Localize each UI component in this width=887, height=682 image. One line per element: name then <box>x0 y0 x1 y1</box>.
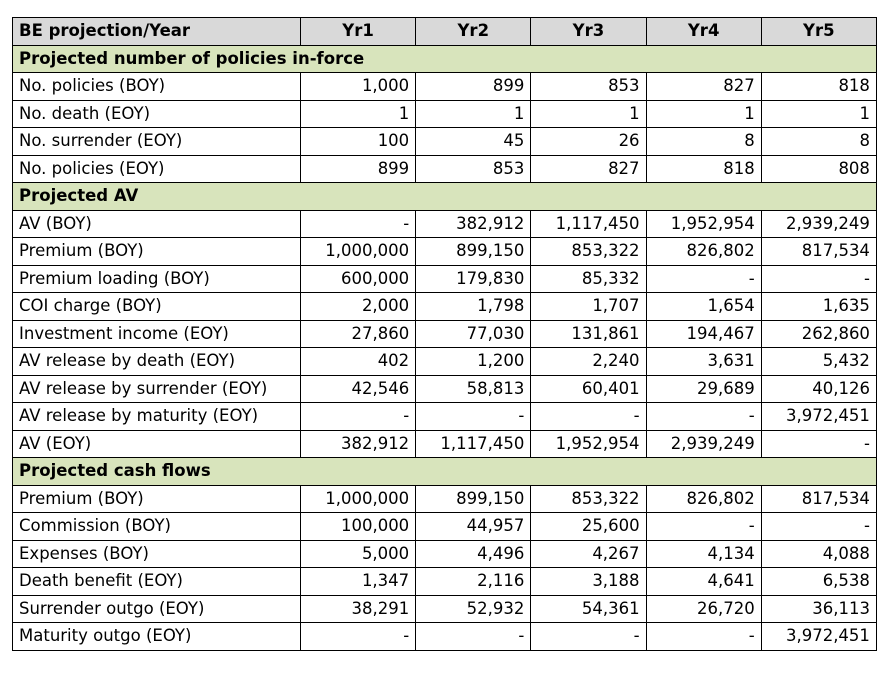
value-cell-yr2: 899 <box>416 73 531 101</box>
table-row <box>13 430 877 458</box>
table-row <box>13 595 877 623</box>
value-cell-yr3: 85,332 <box>531 265 646 293</box>
value-cell-yr1: 42,546 <box>301 375 416 403</box>
value-cell-yr3: 54,361 <box>531 595 646 623</box>
section-title: Projected AV <box>13 183 877 211</box>
value-cell-yr5: 1,635 <box>761 293 876 321</box>
table-row <box>13 403 877 431</box>
value-cell-yr3: - <box>531 403 646 431</box>
value-cell-yr2: 899,150 <box>416 238 531 266</box>
value-cell-yr2: 58,813 <box>416 375 531 403</box>
value-cell-yr2: 899,150 <box>416 485 531 513</box>
value-cell-yr4: - <box>646 403 761 431</box>
value-cell-yr2: 52,932 <box>416 595 531 623</box>
row-label: Surrender outgo (EOY) <box>13 595 301 623</box>
value-cell-yr4: 818 <box>646 155 761 183</box>
row-label: Premium (BOY) <box>13 238 301 266</box>
value-cell-yr5: 817,534 <box>761 485 876 513</box>
value-cell-yr4: 826,802 <box>646 238 761 266</box>
value-cell-yr3: 25,600 <box>531 513 646 541</box>
value-cell-yr5: 6,538 <box>761 568 876 596</box>
value-cell-yr4: - <box>646 513 761 541</box>
row-label: Death benefit (EOY) <box>13 568 301 596</box>
table-row <box>13 293 877 321</box>
row-label: No. policies (BOY) <box>13 73 301 101</box>
value-cell-yr5: 4,088 <box>761 540 876 568</box>
value-cell-yr3: 1,707 <box>531 293 646 321</box>
value-cell-yr3: 2,240 <box>531 348 646 376</box>
value-cell-yr3: 827 <box>531 155 646 183</box>
table-row <box>13 238 877 266</box>
value-cell-yr5: 3,972,451 <box>761 623 876 651</box>
value-cell-yr1: - <box>301 403 416 431</box>
value-cell-yr1: 100,000 <box>301 513 416 541</box>
header-row <box>13 18 877 46</box>
value-cell-yr1: 1,000 <box>301 73 416 101</box>
value-cell-yr5: 5,432 <box>761 348 876 376</box>
value-cell-yr2: 1 <box>416 100 531 128</box>
row-label: AV release by death (EOY) <box>13 348 301 376</box>
table-row <box>13 128 877 156</box>
table-row <box>13 155 877 183</box>
value-cell-yr4: - <box>646 623 761 651</box>
section-title: Projected cash flows <box>13 458 877 486</box>
table-row <box>13 623 877 651</box>
value-cell-yr5: 40,126 <box>761 375 876 403</box>
row-label: Premium loading (BOY) <box>13 265 301 293</box>
table-row <box>13 265 877 293</box>
table-row <box>13 513 877 541</box>
table-row <box>13 540 877 568</box>
value-cell-yr4: 2,939,249 <box>646 430 761 458</box>
table-row <box>13 568 877 596</box>
value-cell-yr4: 4,641 <box>646 568 761 596</box>
table-row <box>13 320 877 348</box>
value-cell-yr5: - <box>761 430 876 458</box>
row-label: COI charge (BOY) <box>13 293 301 321</box>
value-cell-yr1: 5,000 <box>301 540 416 568</box>
row-label: AV (EOY) <box>13 430 301 458</box>
value-cell-yr2: - <box>416 403 531 431</box>
header-cell-yr3: Yr3 <box>531 18 646 46</box>
value-cell-yr3: 1 <box>531 100 646 128</box>
value-cell-yr2: 77,030 <box>416 320 531 348</box>
header-cell-yr5: Yr5 <box>761 18 876 46</box>
header-cell-yr1: Yr1 <box>301 18 416 46</box>
value-cell-yr5: 808 <box>761 155 876 183</box>
value-cell-yr2: 45 <box>416 128 531 156</box>
value-cell-yr1: 899 <box>301 155 416 183</box>
header-cell-yr2: Yr2 <box>416 18 531 46</box>
value-cell-yr5: - <box>761 265 876 293</box>
value-cell-yr1: 382,912 <box>301 430 416 458</box>
value-cell-yr2: 1,798 <box>416 293 531 321</box>
value-cell-yr4: 1,952,954 <box>646 210 761 238</box>
projection-table <box>12 17 877 651</box>
value-cell-yr1: 1,000,000 <box>301 238 416 266</box>
value-cell-yr1: 27,860 <box>301 320 416 348</box>
row-label: Expenses (BOY) <box>13 540 301 568</box>
value-cell-yr3: 1,117,450 <box>531 210 646 238</box>
value-cell-yr2: 4,496 <box>416 540 531 568</box>
value-cell-yr3: - <box>531 623 646 651</box>
value-cell-yr1: - <box>301 210 416 238</box>
row-label: No. surrender (EOY) <box>13 128 301 156</box>
section-title: Projected number of policies in-force <box>13 45 877 73</box>
table-row <box>13 210 877 238</box>
row-label: AV release by surrender (EOY) <box>13 375 301 403</box>
value-cell-yr1: 1 <box>301 100 416 128</box>
row-label: No. policies (EOY) <box>13 155 301 183</box>
section-header-row <box>13 45 877 73</box>
table-row <box>13 348 877 376</box>
value-cell-yr4: 827 <box>646 73 761 101</box>
value-cell-yr1: 600,000 <box>301 265 416 293</box>
value-cell-yr3: 60,401 <box>531 375 646 403</box>
value-cell-yr3: 3,188 <box>531 568 646 596</box>
value-cell-yr2: 1,117,450 <box>416 430 531 458</box>
value-cell-yr4: 26,720 <box>646 595 761 623</box>
value-cell-yr3: 853,322 <box>531 238 646 266</box>
value-cell-yr4: 1 <box>646 100 761 128</box>
value-cell-yr3: 1,952,954 <box>531 430 646 458</box>
value-cell-yr1: 1,347 <box>301 568 416 596</box>
row-label: AV (BOY) <box>13 210 301 238</box>
value-cell-yr3: 4,267 <box>531 540 646 568</box>
table-row <box>13 100 877 128</box>
row-label: Premium (BOY) <box>13 485 301 513</box>
value-cell-yr3: 853,322 <box>531 485 646 513</box>
value-cell-yr4: 4,134 <box>646 540 761 568</box>
value-cell-yr5: 817,534 <box>761 238 876 266</box>
value-cell-yr4: 3,631 <box>646 348 761 376</box>
value-cell-yr2: 44,957 <box>416 513 531 541</box>
value-cell-yr2: - <box>416 623 531 651</box>
header-cell-yr4: Yr4 <box>646 18 761 46</box>
value-cell-yr4: 826,802 <box>646 485 761 513</box>
table-header <box>13 18 877 46</box>
value-cell-yr5: 1 <box>761 100 876 128</box>
table-row <box>13 485 877 513</box>
header-cell-label: BE projection/Year <box>13 18 301 46</box>
value-cell-yr5: 262,860 <box>761 320 876 348</box>
value-cell-yr2: 179,830 <box>416 265 531 293</box>
row-label: AV release by maturity (EOY) <box>13 403 301 431</box>
value-cell-yr3: 131,861 <box>531 320 646 348</box>
value-cell-yr2: 2,116 <box>416 568 531 596</box>
value-cell-yr2: 1,200 <box>416 348 531 376</box>
value-cell-yr5: 3,972,451 <box>761 403 876 431</box>
value-cell-yr4: 194,467 <box>646 320 761 348</box>
value-cell-yr4: 29,689 <box>646 375 761 403</box>
row-label: Commission (BOY) <box>13 513 301 541</box>
value-cell-yr4: 8 <box>646 128 761 156</box>
value-cell-yr1: 100 <box>301 128 416 156</box>
value-cell-yr5: - <box>761 513 876 541</box>
value-cell-yr2: 382,912 <box>416 210 531 238</box>
table-body <box>13 45 877 650</box>
section-header-row <box>13 458 877 486</box>
value-cell-yr5: 36,113 <box>761 595 876 623</box>
value-cell-yr5: 818 <box>761 73 876 101</box>
value-cell-yr4: 1,654 <box>646 293 761 321</box>
value-cell-yr1: 402 <box>301 348 416 376</box>
value-cell-yr5: 2,939,249 <box>761 210 876 238</box>
value-cell-yr1: 38,291 <box>301 595 416 623</box>
table-row <box>13 73 877 101</box>
value-cell-yr1: 1,000,000 <box>301 485 416 513</box>
value-cell-yr2: 853 <box>416 155 531 183</box>
row-label: Investment income (EOY) <box>13 320 301 348</box>
row-label: Maturity outgo (EOY) <box>13 623 301 651</box>
section-header-row <box>13 183 877 211</box>
value-cell-yr3: 26 <box>531 128 646 156</box>
table-row <box>13 375 877 403</box>
value-cell-yr4: - <box>646 265 761 293</box>
value-cell-yr3: 853 <box>531 73 646 101</box>
value-cell-yr5: 8 <box>761 128 876 156</box>
value-cell-yr1: - <box>301 623 416 651</box>
value-cell-yr1: 2,000 <box>301 293 416 321</box>
row-label: No. death (EOY) <box>13 100 301 128</box>
